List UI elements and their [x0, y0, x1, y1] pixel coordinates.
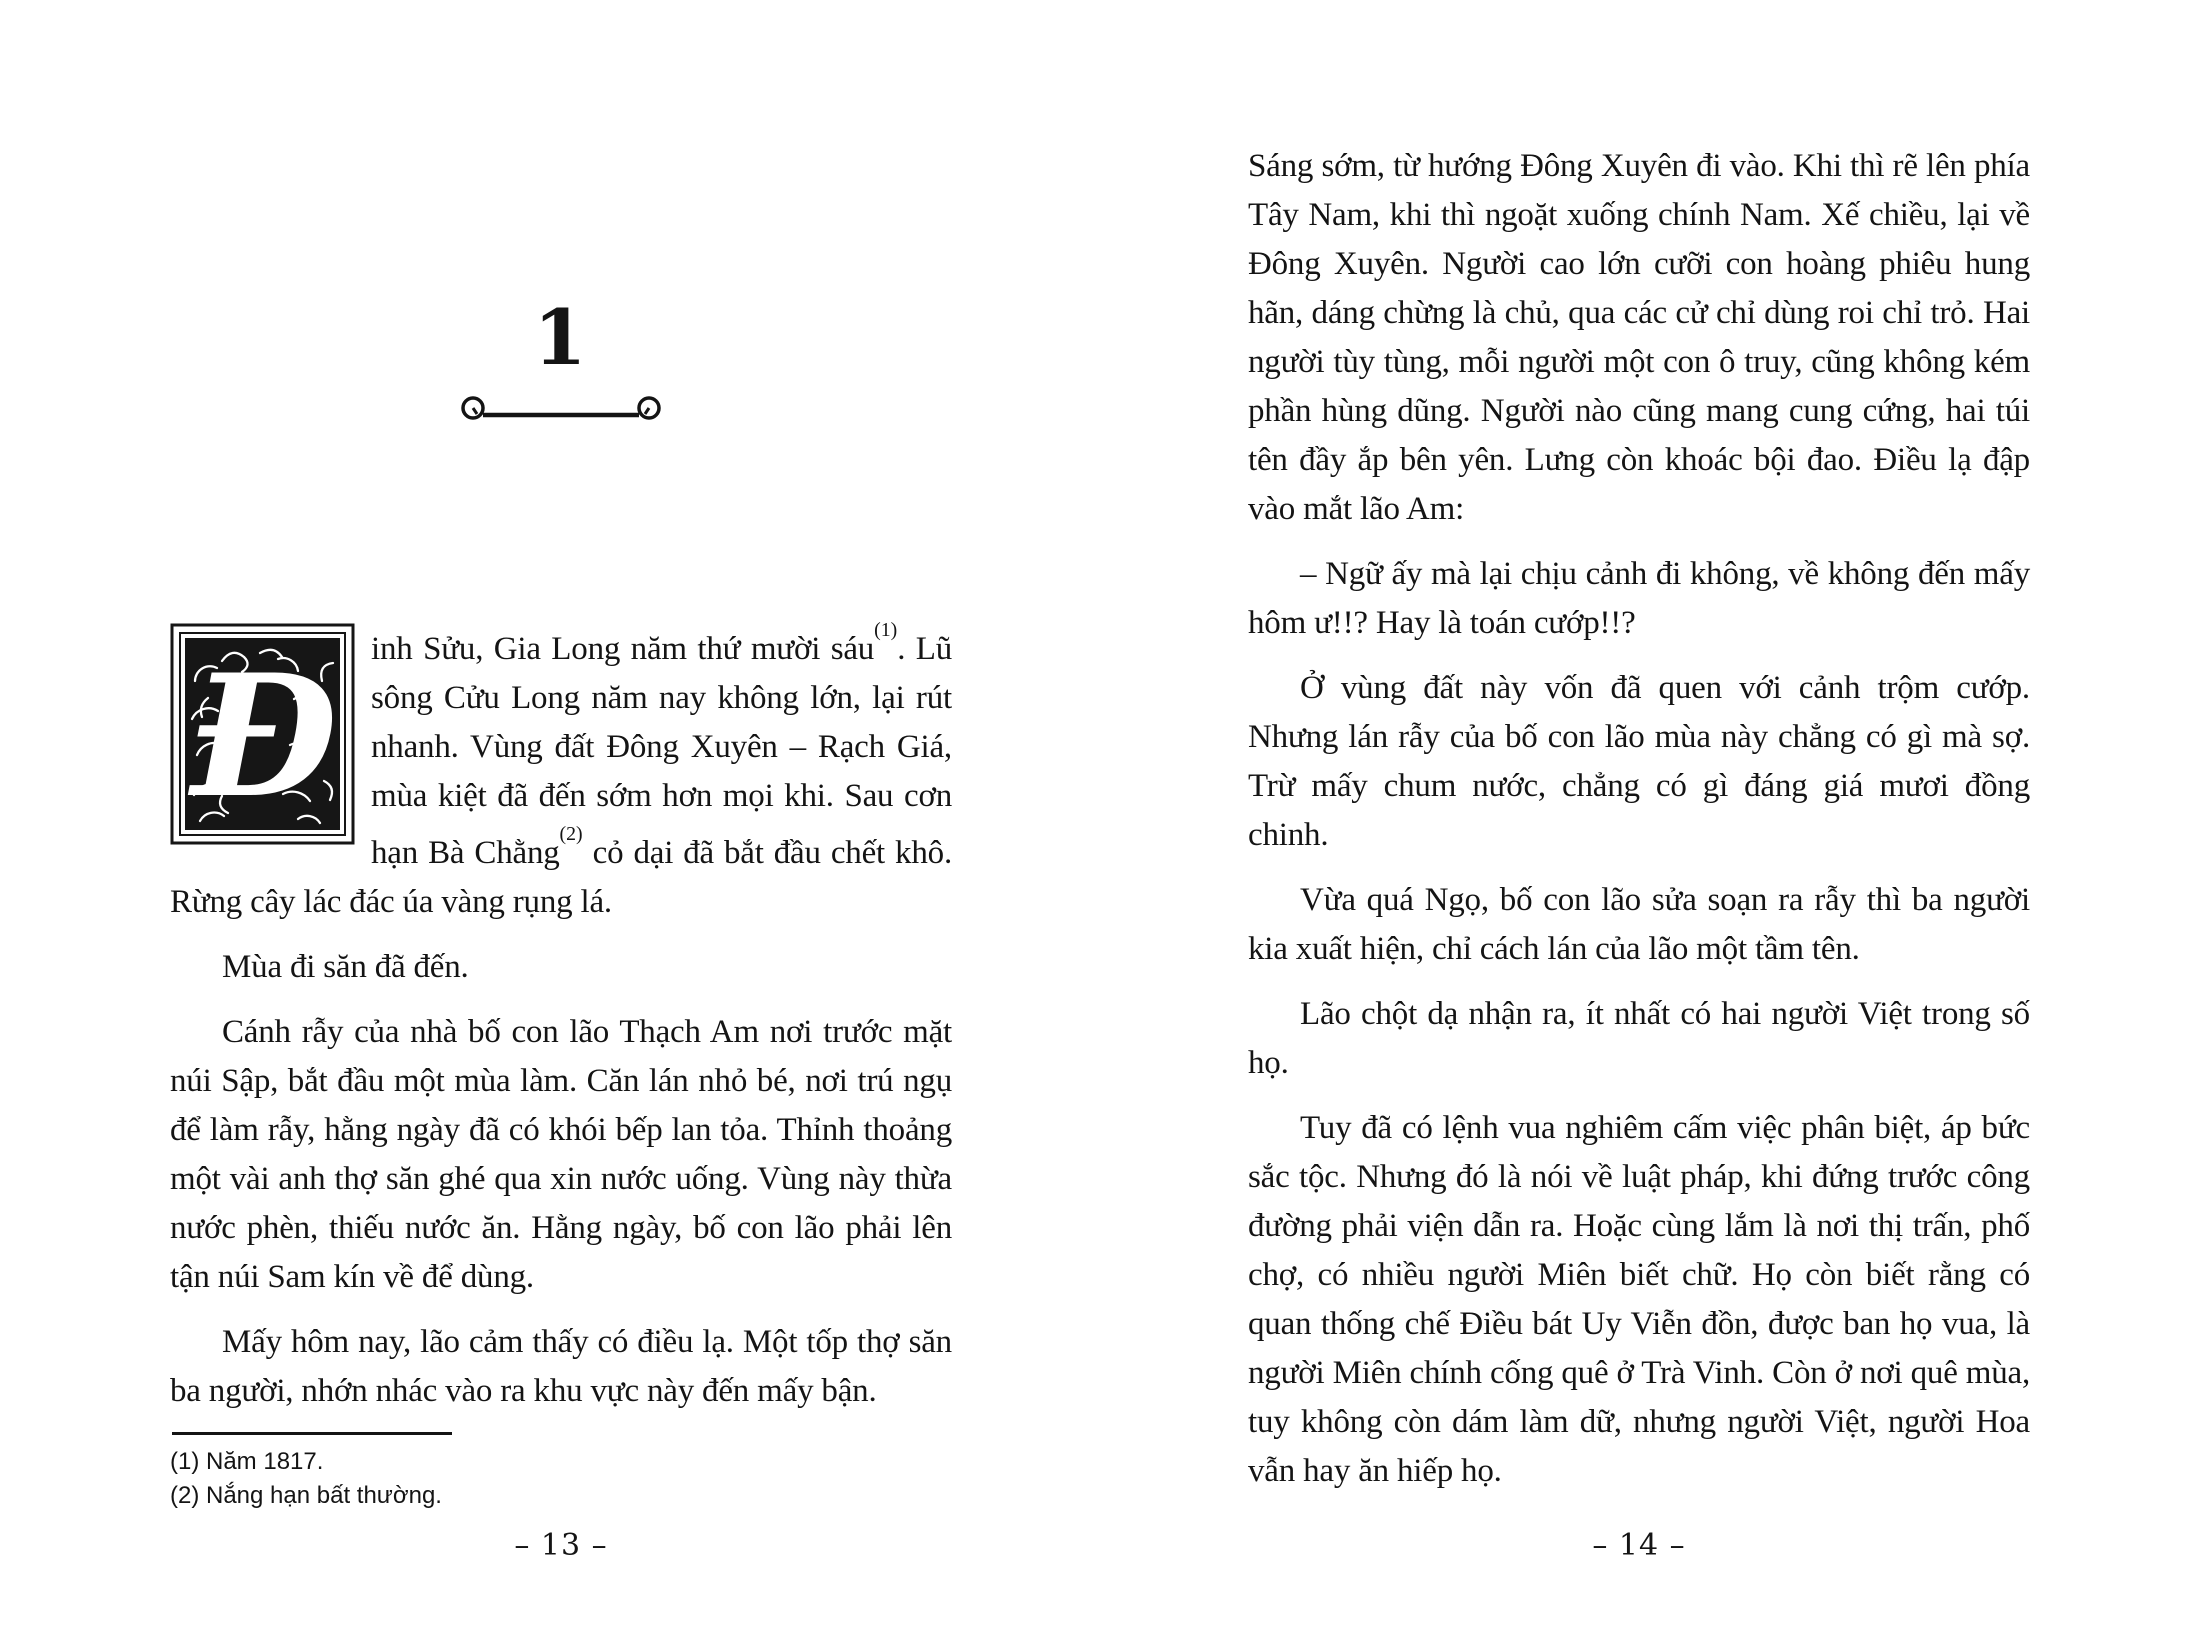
body-paragraph — [1248, 1104, 2030, 1496]
right-body-text — [1248, 0, 2030, 1496]
drop-cap-letter: Đ — [190, 637, 338, 835]
text-run: Mùa đi săn đã đến. — [222, 949, 469, 985]
page-number-left: – 13 – — [514, 1528, 608, 1563]
chapter-divider-ornament-icon — [458, 392, 664, 426]
text-run: Sáng sớm, từ hướng Đông Xuyên đi vào. Khi thì rẽ lên phía Tây Nam, khi thì ngoặt xuống chính Nam. Xế chiều, lại về Đông Xuyên. Người cao lớn cưỡi con hoàng phiêu hung hãn, dáng chừng là chủ, qua các cử chỉ dùng roi chỉ trỏ. Hai người tùy tùng, mỗi người một con ô truy, cũng không kém phần hùng dũng. Người nào cũng mang cung cứng, hai túi tên đầy ắp bên yên. Lưng còn khoác bội đao. Điều lạ đập vào mắt lão Am: — [1248, 148, 2030, 527]
chapter-number: 1 — [533, 293, 589, 382]
body-paragraph — [1248, 990, 2030, 1088]
text-run: Mấy hôm nay, lão cảm thấy có điều lạ. Một tốp thợ săn ba người, nhớn nhác vào ra khu vực này đến mấy bận. — [170, 1324, 952, 1409]
text-run: – Ngữ ấy mà lại chịu cảnh đi không, về không đến mấy hôm ư!!? Hay là toán cướp!!? — [1248, 556, 2030, 641]
body-paragraph — [170, 943, 952, 992]
chapter-divider — [170, 392, 952, 431]
footnote-separator-rule — [172, 1432, 452, 1435]
body-paragraph — [170, 1008, 952, 1302]
text-run: Ở vùng đất này vốn đã quen với cảnh trộm cướp. Nhưng lán rẫy của bố con lão mùa này chẳng có gì mà sợ. Trừ mấy chum nước, chẳng có gì đáng giá mươi đồng chinh. — [1248, 670, 2030, 853]
footnote-marker: (1) — [874, 619, 898, 642]
page-number-right: – 14 – — [1592, 1528, 1686, 1563]
body-paragraph — [1248, 550, 2030, 648]
text-run: Vừa quá Ngọ, bố con lão sửa soạn ra rẫy thì ba người kia xuất hiện, chỉ cách lán của lão một tầm tên. — [1248, 882, 2030, 967]
body-paragraph — [1248, 876, 2030, 974]
text-run: . Lũ sông Cửu Long năm nay không lớn, lại rút nhanh. Vùng đất Đông Xuyên – Rạch Giá, mùa kiệt đã đến sớm hơn mọi khi. Sau cơn hạn Bà Chằng — [371, 631, 952, 871]
divider-left-notch — [473, 408, 477, 414]
text-run: Cánh rẫy của nhà bố con lão Thạch Am nơi trước mặt núi Sập, bắt đầu một mùa làm. Căn lán nhỏ bé, nơi trú ngụ để làm rẫy, hằng ngày đã có khói bếp lan tỏa. Thỉnh thoảng một vài anh thợ săn ghé qua xin nước uống. Vùng này thừa nước phèn, thiếu nước ăn. Hằng ngày, bố con lão phải lên tận núi Sam kín về để dùng. — [170, 1014, 952, 1295]
text-run: cỏ dại đã bắt đầu chết khô. Rừng cây lác đác úa vàng rụng lá. — [170, 835, 952, 920]
body-paragraph — [170, 617, 952, 927]
footnote-block — [170, 1432, 952, 1513]
text-run: Tuy đã có lệnh vua nghiêm cấm việc phân biệt, áp bức sắc tộc. Nhưng đó là nói về luật pháp, khi đứng trước công đường phải viện dẫn ra. Hoặc cùng lắm là nơi thị trấn, phố chợ, có nhiều người Miên biết chữ. Họ còn biết rằng có quan thống chế Điều bát Uy Viễn đồn, được ban họ vua, là người Miên chính cống quê ở Trà Vinh. Còn ở nơi quê mùa, tuy không còn dám làm dữ, nhưng người Việt, người Hoa vẫn hay ăn hiếp họ. — [1248, 1110, 2030, 1489]
book-page-right — [1248, 0, 2030, 1646]
footnote-item: (1) Năm 1817. — [170, 1448, 324, 1475]
book-page-left — [170, 0, 952, 1646]
divider-right-notch — [645, 408, 649, 414]
left-body-text — [170, 617, 952, 1416]
text-run: inh Sửu, Gia Long năm thứ mười sáu — [371, 631, 875, 667]
text-run: Lão chột dạ nhận ra, ít nhất có hai người Việt trong số họ. — [1248, 996, 2030, 1081]
body-paragraph — [1248, 664, 2030, 860]
drop-cap-ornament — [170, 623, 355, 845]
footnote-item: (2) Nắng hạn bất thường. — [170, 1482, 442, 1509]
chapter-heading — [170, 293, 952, 431]
footnote-marker: (2) — [559, 823, 583, 846]
body-paragraph — [1248, 142, 2030, 534]
body-paragraph — [170, 1318, 952, 1416]
